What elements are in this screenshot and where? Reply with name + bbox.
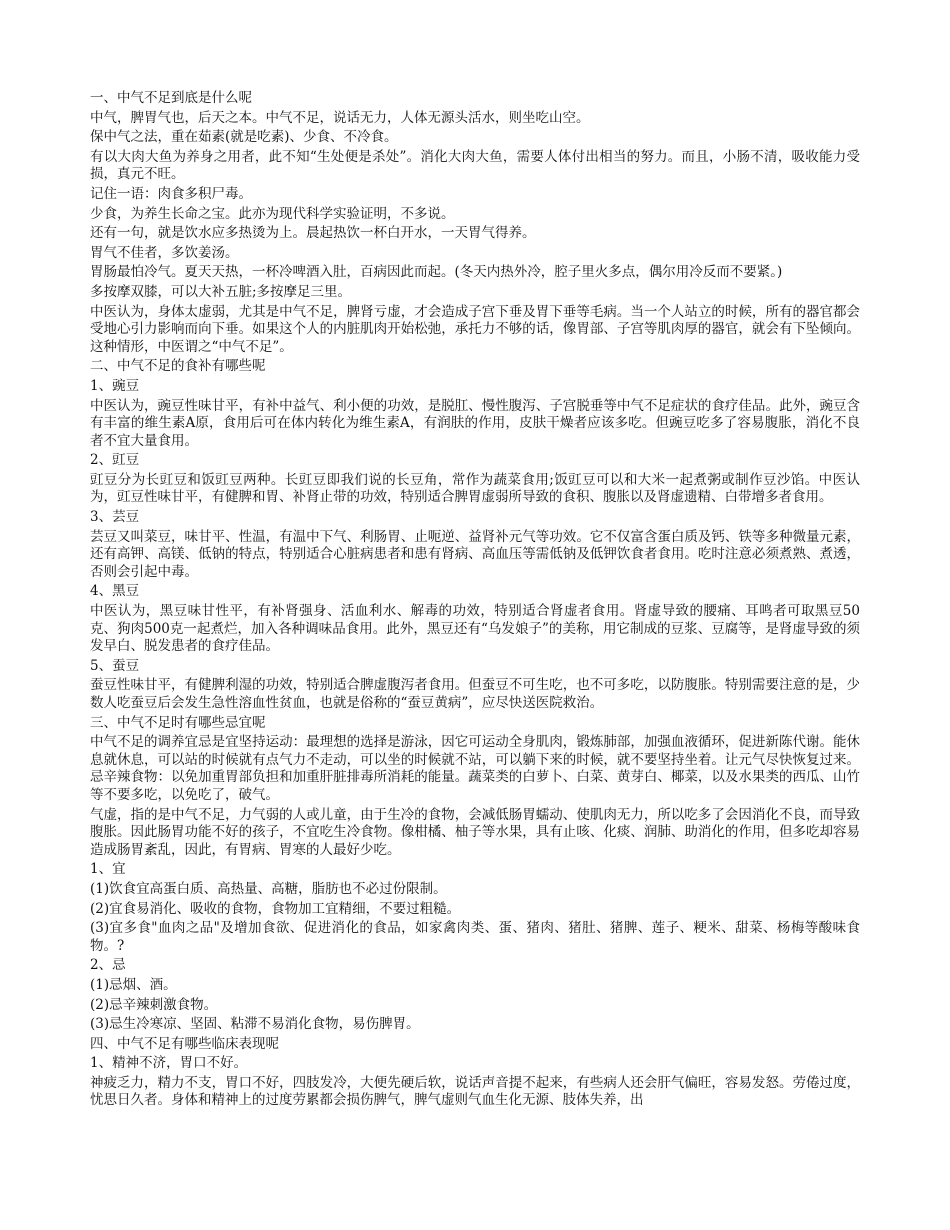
- subheading: 4、黑豆: [90, 583, 140, 600]
- section-heading-2: 二、中气不足的食补有哪些呢: [90, 358, 266, 375]
- document-body: [90, 90, 860, 1112]
- paragraph: 胃肠最怕冷气。夏天天热，一杯冷啤酒入肚，百病因此而起。(冬天内热外冷，腔子里火多点，偶尔用冷反而不要紧。): [90, 264, 783, 281]
- subheading: 2、忌: [90, 957, 126, 974]
- section-heading-1: 一、中气不足到底是什么呢: [90, 90, 252, 106]
- list-item: (1)饮食宜高蛋白质、高热量、高糖，脂肪也不必过份限制。: [90, 880, 447, 897]
- list-item: (1)忌烟、酒。: [90, 976, 177, 993]
- subheading: 5、蚕豆: [90, 657, 140, 674]
- paragraph: 还有一句，就是饮水应多热烫为上。晨起热饮一杯白开水，一天胃气得养。: [90, 225, 536, 242]
- paragraph: 中气不足的调养宜忌是宜坚持运动：最理想的选择是游泳，因它可运动全身肌肉，锻炼肺部，加强血液循环，促进新陈代谢。能休息就休息，可以站的时候就有点气力不走动，可以坐的时候就不站，可以躺下来的时候，就不要坚持坐着。让元气尽快恢复过来。忌辛辣食物：以免加重胃部负担和加重肝脏排毒所消耗的能量。蔬菜类的白萝卜、白菜、黄芽白、椰菜，以及水果类的西瓜、山竹等不要多吃，以免吃了，破气。: [90, 734, 860, 803]
- paragraph: 气虚，指的是中气不足，力气弱的人或儿童，由于生冷的食物，会减低肠胃蠕动、使肌肉无力，所以吃多了会因消化不良，而导致腹胀。因此肠胃功能不好的孩子，不宜吃生冷食物。像柑橘、柚子等水果，具有止咳、化痰、润肺、助消化的作用，但多吃却容易造成肠胃紊乱，因此，有胃病、胃寒的人最好少吃。: [90, 806, 860, 858]
- paragraph: 神疲乏力，精力不支，胃口不好，四肢发冷，大便先硬后软，说话声音提不起来，有些病人还会肝气偏旺，容易发怒。劳倦过度，忧思日久者。身体和精神上的过度劳累都会损伤脾气，脾气虚则气血生化无源、肢体失养，出: [90, 1074, 860, 1109]
- subheading: 2、豇豆: [90, 452, 140, 469]
- paragraph: 保中气之法，重在茹素(就是吃素)、少食、不冷食。: [90, 129, 398, 146]
- paragraph: 豇豆分为长豇豆和饭豇豆两种。长豇豆即我们说的长豆角，常作为蔬菜食用;饭豇豆可以和大米一起煮粥或制作豆沙馅。中医认为，豇豆性味甘平，有健脾和胃、补肾止带的功效，特别适合脾胃虚弱所导致的食积、腹胀以及肾虚遗精、白带增多者食用。: [90, 471, 860, 506]
- paragraph: 胃气不佳者，多饮姜汤。: [90, 244, 239, 261]
- paragraph: 多按摩双膝，可以大补五脏;多按摩足三里。: [90, 283, 352, 300]
- section-heading-4: 四、中气不足有哪些临床表现呢: [90, 1035, 279, 1052]
- paragraph: 记住一语：肉食多积尸毒。: [90, 185, 252, 202]
- paragraph: 有以大肉大鱼为养身之用者，此不知“生处便是杀处”。消化大肉大鱼，需要人体付出相当的努力。而且，小肠不清，吸收能力受损，真元不旺。: [90, 148, 860, 183]
- paragraph: 中气，脾胃气也，后天之本。中气不足，说话无力，人体无源头活水，则坐吃山空。: [90, 109, 590, 126]
- paragraph: 少食，为养生长命之宝。此亦为现代科学实验证明，不多说。: [90, 205, 455, 222]
- paragraph: 蚕豆性味甘平，有健脾利湿的功效，特别适合脾虚腹泻者食用。但蚕豆不可生吃，也不可多吃，以防腹胀。特别需要注意的是，少数人吃蚕豆后会发生急性溶血性贫血，也就是俗称的“蚕豆黄病”，应尽快送医院救治。: [90, 677, 860, 711]
- list-item: (3)忌生冷寒凉、坚固、粘滞不易消化食物，易伤脾胃。: [90, 1016, 420, 1033]
- subheading: 1、豌豆: [90, 377, 140, 394]
- list-item: (3)宜多食"血肉之品"及增加食欲、促进消化的食品，如家禽肉类、蛋、猪肉、猪肚、猪脾、莲子、粳米、甜菜、杨梅等酸味食物。?: [90, 920, 860, 954]
- list-item: (2)宜食易消化、吸收的食物，食物加工宜精细，不要过粗糙。: [90, 900, 461, 917]
- paragraph: 中医认为，豌豆性味甘平，有补中益气、利小便的功效，是脱肛、慢性腹泻、子宫脱垂等中气不足症状的食疗佳品。此外，豌豆含有丰富的维生素A原，食用后可在体内转化为维生素A，有润肤的作用，皮肤干燥者应该多吃。但豌豆吃多了容易腹胀，消化不良者不宜大量食用。: [90, 397, 860, 449]
- list-item: (2)忌辛辣刺激食物。: [90, 996, 218, 1013]
- paragraph: 芸豆又叫菜豆，味甘平、性温，有温中下气、利肠胃、止呃逆、益肾补元气等功效。它不仅富含蛋白质及钙、铁等多种微量元素，还有高钾、高镁、低钠的特点，特别适合心脏病患者和患有肾病、高血压等需低钠及低钾饮食者食用。吃时注意必须煮熟、煮透，否则会引起中毒。: [90, 528, 860, 580]
- subheading: 1、宜: [90, 861, 126, 878]
- paragraph: 中医认为，身体太虚弱，尤其是中气不足，脾肾亏虚，才会造成子宫下垂及胃下垂等毛病。当一个人站立的时候，所有的器官都会受地心引力影响而向下垂。如果这个人的内脏肌肉开始松弛，承托力不够的话，像胃部、子宫等肌肉厚的器官，就会有下坠倾向。这种情形，中医谓之“中气不足”。: [90, 303, 860, 355]
- paragraph: 中医认为，黑豆味甘性平，有补肾强身、活血利水、解毒的功效，特别适合肾虚者食用。肾虚导致的腰痛、耳鸣者可取黑豆50克、狗肉500克一起煮烂，加入各种调味品食用。此外，黑豆还有“乌发娘子”的美称，用它制成的豆浆、豆腐等，是肾虚导致的须发早白、脱发患者的食疗佳品。: [90, 603, 860, 655]
- subheading: 1、精神不济，胃口不好。: [90, 1055, 248, 1072]
- subheading: 3、芸豆: [90, 509, 140, 526]
- section-heading-3: 三、中气不足时有哪些忌宜呢: [90, 714, 266, 731]
